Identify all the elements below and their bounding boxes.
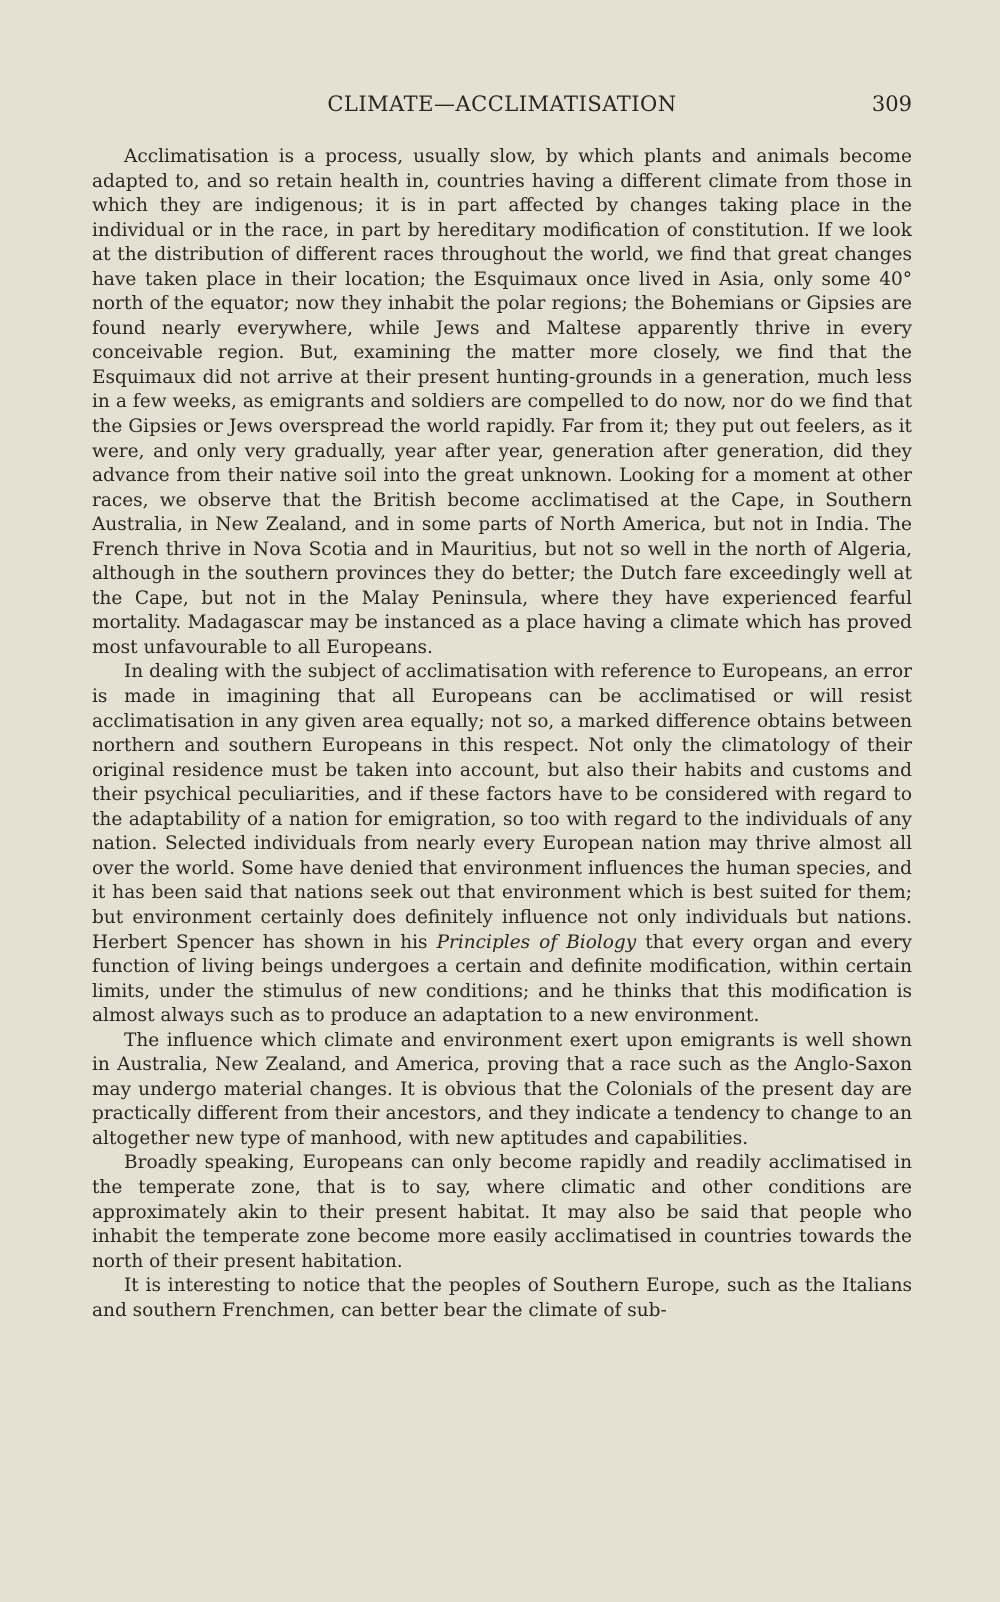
running-title: CLIMATE—ACCLIMATISATION — [327, 92, 677, 116]
paragraph-4: Broadly speaking, Europeans can only become rapidly and readily acclimatised in the temperate zone, that is to say, where climatic and other conditions are approximately akin to their present habitat. It may also be said that people who inhabit the temperate zone become more easily acclimatised in countries towards the north of their present habitation. — [92, 1152, 912, 1272]
paragraph-1: Acclimatisation is a process, usually slow, by which plants and animals become adapted to, and so retain health in, countries having a different climate from those in which they are indigenous; it is in part affected by changes taking place in the individual or in the race, in part by hereditary modification of constitution. If we look at the distribution of different races throughout the world, we find that great changes have taken place in their location; the Esquimaux once lived in Asia, only some 40° north of the equator; now they inhabit the polar regions; the Bohemians or Gipsies are found nearly everywhere, while Jews and Maltese apparently thrive in every conceivable region. But, examining the matter more closely, we find that the Esquimaux did not arrive at their present hunting-grounds in a generation, much less in a few weeks, as emigrants and soldiers are compelled to do now, nor do we find that the Gipsies or Jews overspread the world rapidly. Far from it; they put out feelers, as it were, and only very gradually, year after year, generation after generation, did they advance from their native soil into the great unknown. Looking for a moment at other races, we observe that the British become acclimatised at the Cape, in Southern Australia, in New Zealand, and in some parts of North America, but not in India. The French thrive in Nova Scotia and in Mauritius, but not so well in the north of Algeria, although in the southern provinces they do better; the Dutch fare exceedingly well at the Cape, but not in the Malay Peninsula, where they have experienced fearful mortality. Madagascar may be instanced as a place having a climate which has proved most unfavourable to all Europeans. — [92, 146, 912, 658]
paragraph-2-text-after: that every organ and every function of living beings undergoes a certain and definite modification, within certain limits, under the stimulus of new conditions; and he thinks that this modification is almost always such as to produce an adaptation to a new environment. — [92, 931, 912, 1027]
page-number: 309 — [871, 92, 912, 116]
paragraph-2 — [92, 660, 912, 1028]
body-text — [92, 145, 912, 1323]
paragraph-5: It is interesting to notice that the peoples of Southern Europe, such as the Italians and southern Frenchmen, can better bear the climate of sub- — [92, 1275, 912, 1321]
paragraph-3: The influence which climate and environment exert upon emigrants is well shown in Australia, New Zealand, and America, proving that a race such as the Anglo-Saxon may undergo material changes. It is obvious that the Colonials of the present day are practically different from their ancestors, and they indicate a tendency to change to an altogether new type of manhood, with new aptitudes and capabilities. — [92, 1029, 912, 1149]
paragraph-2-text-before: In dealing with the subject of acclimatisation with reference to Europeans, an error is made in imagining that all Europeans can be acclimatised or will resist acclimatisation in any given area equally; not so, a marked difference obtains between northern and southern Europeans in this respect. Not only the climatology of their original residence must be taken into account, but also their habits and customs and their psychical peculiarities, and if these factors have to be considered with regard to the adaptability of a nation for emigration, so too with regard to the individuals of any nation. Selected individuals from nearly every European nation may thrive almost all over the world. Some have denied that environment influences the human species, and it has been said that nations seek out that environment which is best suited for them; but environment certainly does definitely influence not only individuals but nations. Herbert Spencer has shown in his — [92, 661, 912, 953]
book-title-principles-of-biology: Principles of Biology — [436, 931, 637, 953]
running-head — [92, 92, 912, 124]
